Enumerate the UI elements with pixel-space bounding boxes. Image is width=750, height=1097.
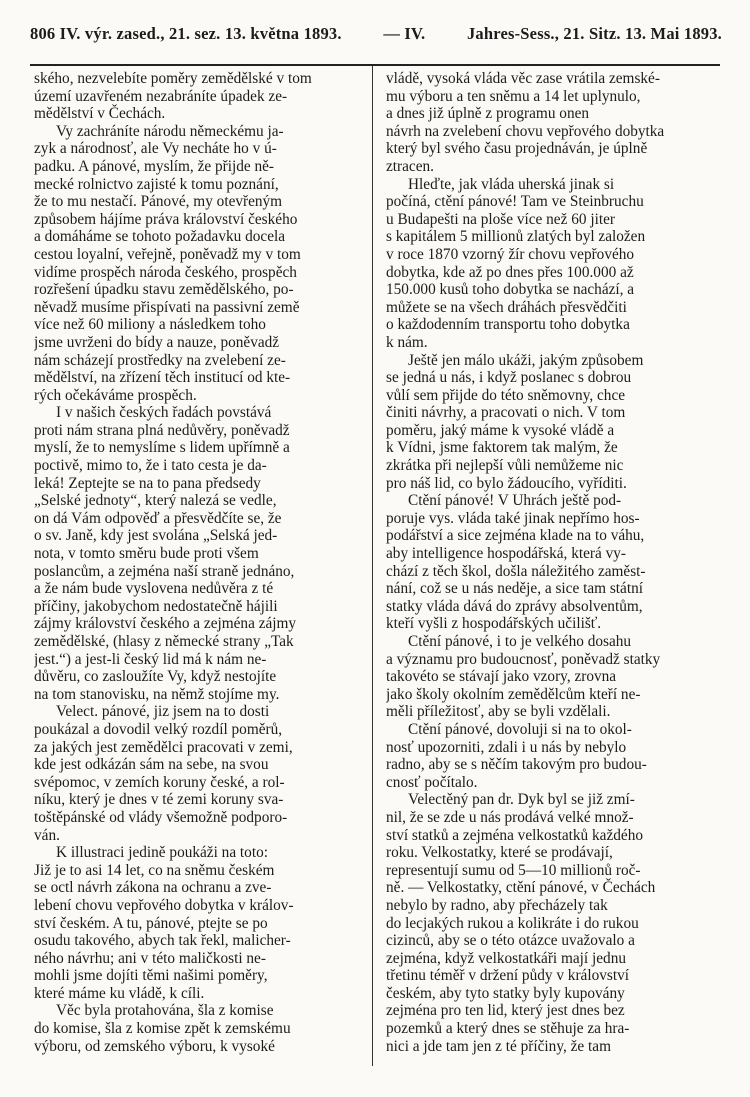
- text-line: kde jest odkázán sám na sebe, na svou: [34, 756, 269, 774]
- text-line: zkrátka při nejlepší vůli nemůžeme nic: [386, 457, 624, 475]
- text-line: nebylo by radno, aby přecházely tak: [386, 896, 608, 914]
- text-line: Vy zachráníte národu německému ja-: [56, 122, 284, 140]
- text-line: mědělství, na zřízení těch institucí od kte-: [34, 369, 291, 387]
- text-line: jest.“) a jest-li český lid má k nám ne-: [34, 650, 267, 668]
- text-line: proti nám strana plná nedůvěry, poněvadž: [34, 421, 290, 439]
- text-line: Již je to asi 14 let, co na sněmu českém: [34, 861, 275, 879]
- text-line: K illustraci jedině poukáži na toto:: [56, 844, 268, 862]
- text-line: on dá Vám odpověď a přesvědčíte se, že: [34, 509, 282, 527]
- text-line: svépomoc, v zemích koruny české, a rol-: [34, 773, 285, 791]
- text-line: Velectěný pan dr. Dyk byl se již zmí-: [408, 791, 635, 809]
- text-line: dobytka, kde až po dnes přes 100.000 až: [386, 263, 634, 281]
- text-line: nil, že se zde u nás prodává velké množ-: [386, 808, 634, 826]
- text-line: zejména pro ten lid, který jest dnes bez: [386, 1002, 625, 1020]
- text-line: I v našich českých řadách povstává: [56, 404, 272, 422]
- text-line: s kapitálem 5 millionů zlatých byl založen: [386, 228, 646, 246]
- text-line: Ctění pánové, i to je velkého dosahu: [408, 633, 632, 650]
- text-line: v roce 1870 vzorný žír chovu vepřového: [386, 245, 635, 263]
- text-line: vládě, vysoká vláda věc zase vrátila zemské-: [386, 70, 660, 87]
- text-line: poctivě, mimo to, že i tato cesta je da-: [34, 457, 267, 475]
- text-line: že to mu nestačí. Pánové, my otevřeným: [34, 193, 283, 211]
- text-line: Ctění pánové! V Uhrách ještě pod-: [408, 492, 622, 510]
- text-line: toštěpánské od vlády všemožně podporo-: [34, 808, 288, 826]
- header-left: 806 IV. výr. zased., 21. sez. 13. května 1893.: [30, 24, 342, 43]
- text-line: „Selské jednoty“, který nalezá se vedle,: [34, 492, 277, 510]
- page-header: [30, 24, 722, 44]
- text-line: ského, nezvelebíte poměry zemědělské v tom: [34, 70, 312, 87]
- text-line: zájmy království českého a zejména zájmy: [34, 615, 297, 633]
- text-line: radno, aby se s něčím takovým pro budou-: [386, 756, 647, 774]
- text-line: mu výboru a ten sněmu a 14 let uplynulo,: [386, 87, 641, 105]
- text-line: statky vláda dává do zprávy absolventům,: [386, 597, 643, 615]
- text-line: cizinců, aby se o této otázce uvažovalo a: [386, 932, 635, 950]
- text-line: takovéto se stávají jako vzory, zrovna: [386, 668, 617, 686]
- text-line: třetinu téměř v držení půdy v království: [386, 967, 629, 985]
- text-line: důvěru, co zasloužíte Vy, když nestojíte: [34, 668, 277, 686]
- text-line: území uzavřeném nezabráníte úpadek ze-: [34, 87, 288, 105]
- text-line: osudu takového, abych tak řekl, malicher-: [34, 932, 291, 950]
- text-line: k Vídni, jsme faktorem tak malým, že: [386, 439, 618, 457]
- text-line: padku. A pánové, myslím, že přijde ně-: [34, 157, 275, 175]
- text-line: rozřešení úpadku stavu zemědělského, po-: [34, 281, 294, 299]
- header-mid: — IV.: [383, 24, 426, 43]
- text-line: českém, aby tyto statky byly kupovány: [386, 984, 625, 1002]
- text-line: Ctění pánové, dovoluji si na to okol-: [408, 720, 632, 738]
- text-line: a dnes již úplně z programu onen: [386, 105, 590, 123]
- text-line: do komise, šla z komise zpět k zemskému: [34, 1020, 291, 1038]
- text-line: nici a jde tam jen z té příčiny, že tam: [386, 1037, 611, 1055]
- text-line: nosť upozorniti, zdali i u nás by nebylo: [386, 738, 627, 756]
- text-line: pro náš lid, co bylo žádoucího, vyříditi.: [386, 474, 627, 492]
- text-line: mohli jsme dojíti těmi našimi poměry,: [34, 967, 268, 985]
- text-line: které máme ku vládě, k cíli.: [34, 984, 205, 1002]
- text-line: za jakých jest zemědělci pracovati v zemi,: [34, 738, 293, 756]
- text-line: činiti návrhy, a pracovati o nich. V tom: [386, 404, 626, 422]
- text-line: počíná, ctění pánové! Tam ve Steinbruchu: [386, 193, 644, 211]
- text-line: výboru, od zemského výboru, k vysoké: [34, 1037, 275, 1055]
- text-line: můžete se na všech dráhách přesvědčiti: [386, 298, 627, 316]
- text-line: ně. — Velkostatky, ctění pánové, v Čechách: [386, 879, 656, 897]
- text-line: mecké rolnictvo zajisté k tomu poznání,: [34, 175, 279, 193]
- text-line: ného návrhu; ani v této maličkosti ne-: [34, 949, 266, 967]
- text-line: poměru, jaký máme k vysoké vládě a: [386, 421, 615, 439]
- text-line: a významu pro budoucnosť, poněvadž statky: [386, 650, 661, 668]
- right-column: [386, 70, 720, 1055]
- text-line: a že nám bude vyslovena nedůvěra z té: [34, 580, 274, 598]
- text-line: ván.: [34, 826, 60, 844]
- text-line: zemědělské, (hlasy z německé strany „Tak: [34, 633, 294, 650]
- text-line: roku. Velkostatky, které se prodávají,: [386, 844, 613, 862]
- text-line: ství statků a zejména velkostatků každého: [386, 826, 643, 844]
- text-line: Ještě jen málo ukáži, jakým způsobem: [408, 351, 644, 369]
- text-line: representují sumu od 5—10 millionů roč-: [386, 861, 641, 879]
- text-line: jsme uvrženi do bídy a nauze, poněvadž: [34, 333, 280, 351]
- text-line: se jedná u nás, i když poslanec s dobrou: [386, 369, 632, 387]
- text-line: více než 60 miliony a následkem toho: [34, 316, 266, 334]
- text-line: návrh na zvelebení chovu vepřového dobytka: [386, 122, 665, 140]
- text-line: chází z těch škol, došla náležitého zaměst-: [386, 562, 646, 580]
- text-line: způsobem hájíme práva království českého: [34, 210, 298, 228]
- text-line: o sv. Janě, kdy jest svolána „Selská jed-: [34, 527, 278, 545]
- header-right: Jahres-Sess., 21. Sitz. 13. Mai 1893.: [466, 24, 722, 43]
- text-line: 150.000 kusů toho dobytka se nachází, a: [386, 281, 635, 299]
- text-line: poruje vys. vláda také jinak nepřímo hos-: [386, 509, 640, 527]
- text-line: k nám.: [386, 333, 428, 351]
- text-line: nání, což se u nás neděje, a sice tam státní: [386, 580, 643, 598]
- text-line: rých očekáváme prospěch.: [34, 386, 197, 404]
- text-line: něvadž musíme přispívati na passivní země: [34, 298, 300, 316]
- text-line: a domáháme se tohoto požadavku docela: [34, 228, 286, 246]
- text-line: lebení chovu vepřového dobytka v králov-: [34, 896, 294, 914]
- header-rule: [30, 64, 720, 66]
- text-line: aby intelligence hospodářská, která vy-: [386, 545, 626, 563]
- text-line: poukázal a dovodil velký rozdíl poměrů,: [34, 720, 283, 738]
- text-line: o každodenním transportu toho dobytka: [386, 316, 630, 334]
- text-line: poslancům, a zejména naší straně jednáno,: [34, 562, 295, 580]
- text-line: do lecjakých rukou a kolikráte i do rukou: [386, 914, 639, 932]
- text-line: u Budapešti na ploše více než 60 jiter: [386, 210, 615, 228]
- text-line: níku, který je dnes v té zemi koruny sva-: [34, 791, 284, 809]
- text-line: nám scházejí prostředky na zvelebení ze-: [34, 351, 286, 369]
- text-line: myslí, že to nemyslíme s lidem upřímně a: [34, 439, 290, 457]
- left-column: [34, 70, 356, 1055]
- text-line: se octl návrh zákona na ochranu a zve-: [34, 879, 272, 897]
- text-line: Hleďte, jak vláda uherská jinak si: [408, 175, 615, 193]
- text-line: mědělství v Čechách.: [34, 105, 166, 123]
- text-line: nota, v tomto směru bude proti všem: [34, 545, 259, 563]
- text-line: leká! Zeptejte se na to pana předsedy: [34, 474, 261, 492]
- text-line: podářství a sice zejména klade na to váhu,: [386, 527, 645, 545]
- text-line: zyk a národnosť, ale Vy necháte ho v ú-: [34, 140, 277, 158]
- text-line: ztracen.: [386, 157, 434, 175]
- text-line: vidíme prospěch národa českého, prospěch: [34, 263, 297, 281]
- text-line: jako školy okolním zemědělcům kteří ne-: [386, 685, 641, 703]
- text-line: vůlí sem přijde do této sněmovny, chce: [386, 386, 626, 404]
- text-line: měli příležitosť, aby se byli vzdělali.: [386, 703, 611, 721]
- text-line: na tom stanovisku, na němž stojíme my.: [34, 685, 280, 703]
- text-line: cnosť počítalo.: [386, 773, 478, 791]
- text-line: který byl svého času projednáván, je úplně: [386, 140, 648, 158]
- text-line: pozemků a který dnes se stěhuje za hra-: [386, 1020, 630, 1038]
- text-line: kteří vyšli z hospodářských učilišť.: [386, 615, 602, 633]
- column-divider: [372, 66, 373, 1066]
- text-line: Velect. pánové, jiz jsem na to dosti: [56, 703, 270, 721]
- text-line: Věc byla protahována, šla z komise: [56, 1002, 274, 1020]
- text-line: příčiny, jakobychom nedostatečně hájili: [34, 597, 278, 615]
- text-line: ství českém. A tu, pánové, ptejte se po: [34, 914, 268, 932]
- text-line: cestou loyalní, veřejně, poněvadž my v tom: [34, 245, 301, 263]
- text-line: zejména, když velkostatkáři mají jednu: [386, 949, 626, 967]
